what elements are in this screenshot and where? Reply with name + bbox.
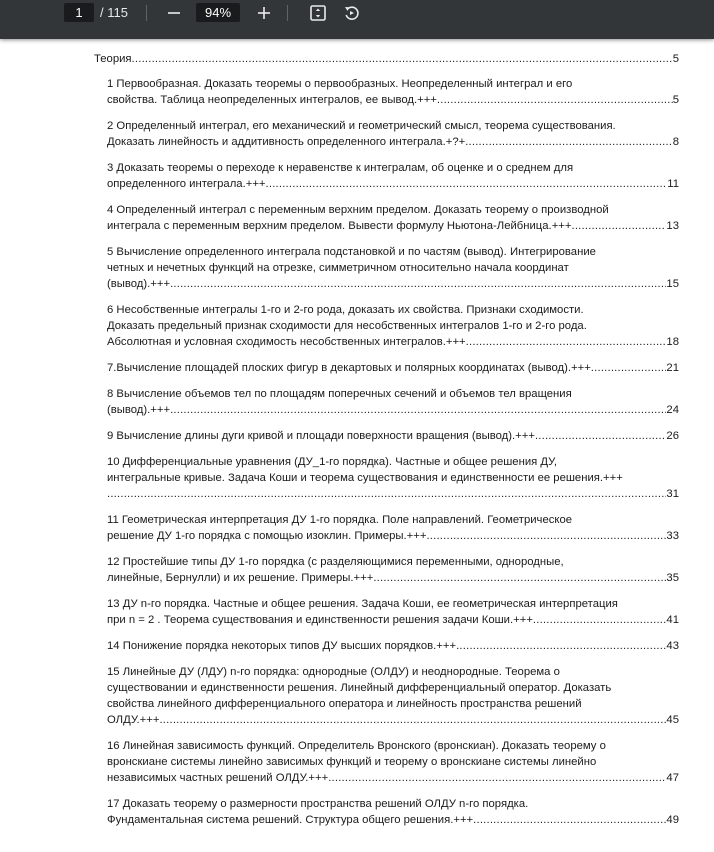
toc-entry-text: ОЛДУ.+++ (107, 714, 160, 726)
toc-entry-text: Фундаментальная система решений. Структура общего решения.+++ (107, 814, 474, 826)
zoom-input[interactable]: 94% (196, 3, 240, 22)
toc-page-number: 15 (666, 278, 679, 290)
toc-entry-text: Доказать предельный признак сходимости для несобственных интегралов 1-го и 2-го рода. (107, 320, 587, 332)
toc-entry-text: Абсолютная и условная сходимость несобственных интегралов.+++ (107, 336, 466, 348)
toc-entry-7[interactable] (107, 360, 679, 376)
fit-to-page-button[interactable] (307, 2, 329, 24)
minus-icon (167, 6, 181, 20)
toc-entry-text: 2 Определенный интеграл, его механический и геометрический смысл, теорема существования. (107, 120, 616, 132)
toc-dot-leader (473, 812, 666, 828)
plus-icon (257, 6, 271, 20)
toc-dot-leader (437, 92, 673, 108)
toc-entry-17[interactable] (107, 812, 679, 828)
toc-page-number: 31 (666, 488, 679, 500)
toc-entry-text: 15 Линейные ДУ (ЛДУ) n-го порядка: однородные (ОЛДУ) и неоднородные. Теорема о (107, 666, 560, 678)
toc-entry-10[interactable] (107, 486, 679, 502)
pdf-toolbar (0, 0, 714, 39)
toc-entry-text: Доказать линейность и аддитивность определенного интеграла.+?+ (107, 136, 466, 148)
toc-entry-text: 17 Доказать теорему о размерности пространства решений ОЛДУ n-го порядка. (107, 798, 529, 810)
toc-entry-text: вронскиане системы линейно зависимых функций и теорему о вронскиане системы линейно (107, 756, 597, 768)
toc-page-number: 35 (666, 572, 679, 584)
toc-entry-text: 13 ДУ n-го порядка. Частные и общее решения. Задача Коши, ее геометрическая интерпретация (107, 598, 618, 610)
toc-page-number: 5 (672, 94, 679, 106)
toc-page-number: 33 (666, 530, 679, 542)
toc-entry-text: свойства линейного дифференциального оператора и линейность пространства решений (107, 698, 582, 710)
toc-entry-text: 16 Линейная зависимость функций. Определитель Вронского (вронскиан). Доказать теорему о (107, 740, 606, 752)
fit-page-icon (309, 4, 327, 22)
page-number-input[interactable]: 1 (64, 3, 94, 22)
toc-entry-text: 4 Определенный интеграл с переменным верхним пределом. Доказать теорему о производной (107, 204, 609, 216)
toc-page-number: 26 (666, 430, 679, 442)
toc-dot-leader (456, 638, 666, 654)
toc-dot-leader (466, 334, 667, 350)
toc-entry-9[interactable] (107, 428, 679, 444)
toc-theory-heading[interactable] (94, 51, 679, 67)
toc-entry-text: решение ДУ 1-го порядка с помощью изоклин. Примеры.+++ (107, 530, 427, 542)
toc-page-number: 11 (667, 178, 679, 190)
toc-entry-text: 11 Геометрическая интерпретация ДУ 1-го порядка. Поле направлений. Геометрическое (107, 514, 573, 526)
toc-entry-text: 5 Вычисление определенного интеграла подстановкой и по частям (вывод). Интегрирование (107, 246, 596, 258)
toc-entry-text: интеграла с переменным верхним пределом. Вывести формулу Ньютона-Лейбница.+++ (107, 220, 572, 232)
toc-dot-leader (266, 176, 668, 192)
toc-entry-text: независимых частных решений ОЛДУ.+++ (107, 772, 329, 784)
toc-entry-text: 6 Несобственные интегралы 1-го и 2-го рода, доказать их свойства. Признаки сходимости. (107, 304, 584, 316)
toc-entry-text: 10 Дифференциальные уравнения (ДУ_1-го порядка). Частные и общее решения ДУ, (107, 456, 557, 468)
toc-page-number: 43 (666, 640, 679, 652)
toc-page-number: 47 (666, 772, 679, 784)
toc-entry-4[interactable] (107, 218, 679, 234)
toc-entry-text: четных и нечетных функций на отрезке, симметричном относительно начала координат (107, 262, 569, 274)
toc-entry-text: свойства. Таблица неопределенных интегралов, ее вывод.+++ (107, 94, 437, 106)
zoom-in-button[interactable] (253, 2, 275, 24)
toc-entry-text: 14 Понижение порядка некоторых типов ДУ высших порядков.+++ (107, 640, 457, 652)
toc-entry-15[interactable] (107, 712, 679, 728)
toc-dot-leader (465, 134, 673, 150)
zoom-out-button[interactable] (163, 2, 185, 24)
toc-entry-text: 1 Первообразная. Доказать теоремы о первообразных. Неопределенный интеграл и его (107, 78, 573, 90)
toc-dot-leader (132, 51, 673, 67)
rotate-icon (343, 4, 361, 22)
toc-dot-leader (572, 218, 667, 234)
toc-entry-text: 8 Вычисление объемов тел по площадям поперечных сечений и объемов тел вращения (107, 388, 572, 400)
toc-entry-5[interactable] (107, 276, 679, 292)
toc-entry-6[interactable] (107, 334, 679, 350)
toc-dot-leader (535, 428, 666, 444)
toc-entry-1[interactable] (107, 92, 679, 108)
toc-entry-8[interactable] (107, 402, 679, 418)
toc-page-number: 49 (666, 814, 679, 826)
toc-page-number: 45 (666, 714, 679, 726)
toolbar-divider (146, 5, 147, 21)
toc-entry-text: существовании и единственности решения. Линейный дифференциальный оператор. Доказать (107, 682, 612, 694)
toc-entry-text: Теория (94, 53, 132, 65)
toc-page-number: 24 (666, 404, 679, 416)
toc-entry-text: 3 Доказать теоремы о переходе к неравенстве к интегралам, об оценке и о среднем для (107, 162, 574, 174)
toc-entry-14[interactable] (107, 638, 679, 654)
toc-dot-leader (533, 612, 667, 628)
toc-entry-text: 12 Простейшие типы ДУ 1-го порядка (с разделяющимися переменными, однородные, (107, 556, 564, 568)
page-total-label: / 115 (100, 5, 128, 20)
toc-entry-11[interactable] (107, 528, 679, 544)
toc-dot-leader (426, 528, 666, 544)
toc-entry-2[interactable] (107, 134, 679, 150)
toc-dot-leader (591, 360, 667, 376)
toc-dot-leader (328, 770, 666, 786)
rotate-button[interactable] (341, 2, 363, 24)
toc-page-number: 41 (666, 614, 679, 626)
toc-entry-text: 9 Вычисление длины дуги кривой и площади поверхности вращения (вывод).+++ (107, 430, 535, 442)
toc-entry-text: при n = 2 . Теорема существования и единственности решения задачи Коши.+++ (107, 614, 533, 626)
toc-page-number: 18 (666, 336, 679, 348)
toc-page-number: 8 (672, 136, 679, 148)
toc-entry-text: линейные, Бернулли) и их решение. Примеры.+++ (107, 572, 374, 584)
toc-dot-leader (159, 712, 666, 728)
toc-entry-12[interactable] (107, 570, 679, 586)
toc-dot-leader (107, 486, 666, 502)
toc-dot-leader (373, 570, 666, 586)
toc-entry-text: 7.Вычисление площадей плоских фигур в декартовых и полярных координатах (вывод).+++ (107, 362, 591, 374)
toc-entry-13[interactable] (107, 612, 679, 628)
toc-entry-text: интегральные кривые. Задача Коши и теорема существования и единственности ее решения.+++ (107, 472, 623, 484)
toc-page-number: 21 (666, 362, 679, 374)
toc-page-number: 5 (672, 53, 679, 65)
toc-entry-text: определенного интеграла.+++ (107, 178, 266, 190)
toc-dot-leader (170, 276, 666, 292)
toc-entry-16[interactable] (107, 770, 679, 786)
toc-entry-3[interactable] (107, 176, 679, 192)
toolbar-divider (287, 5, 288, 21)
toc-entry-text: (вывод).+++ (107, 404, 171, 416)
toc-dot-leader (170, 402, 666, 418)
toc-entry-text: (вывод).+++ (107, 278, 171, 290)
toc-page-number: 13 (666, 220, 679, 232)
